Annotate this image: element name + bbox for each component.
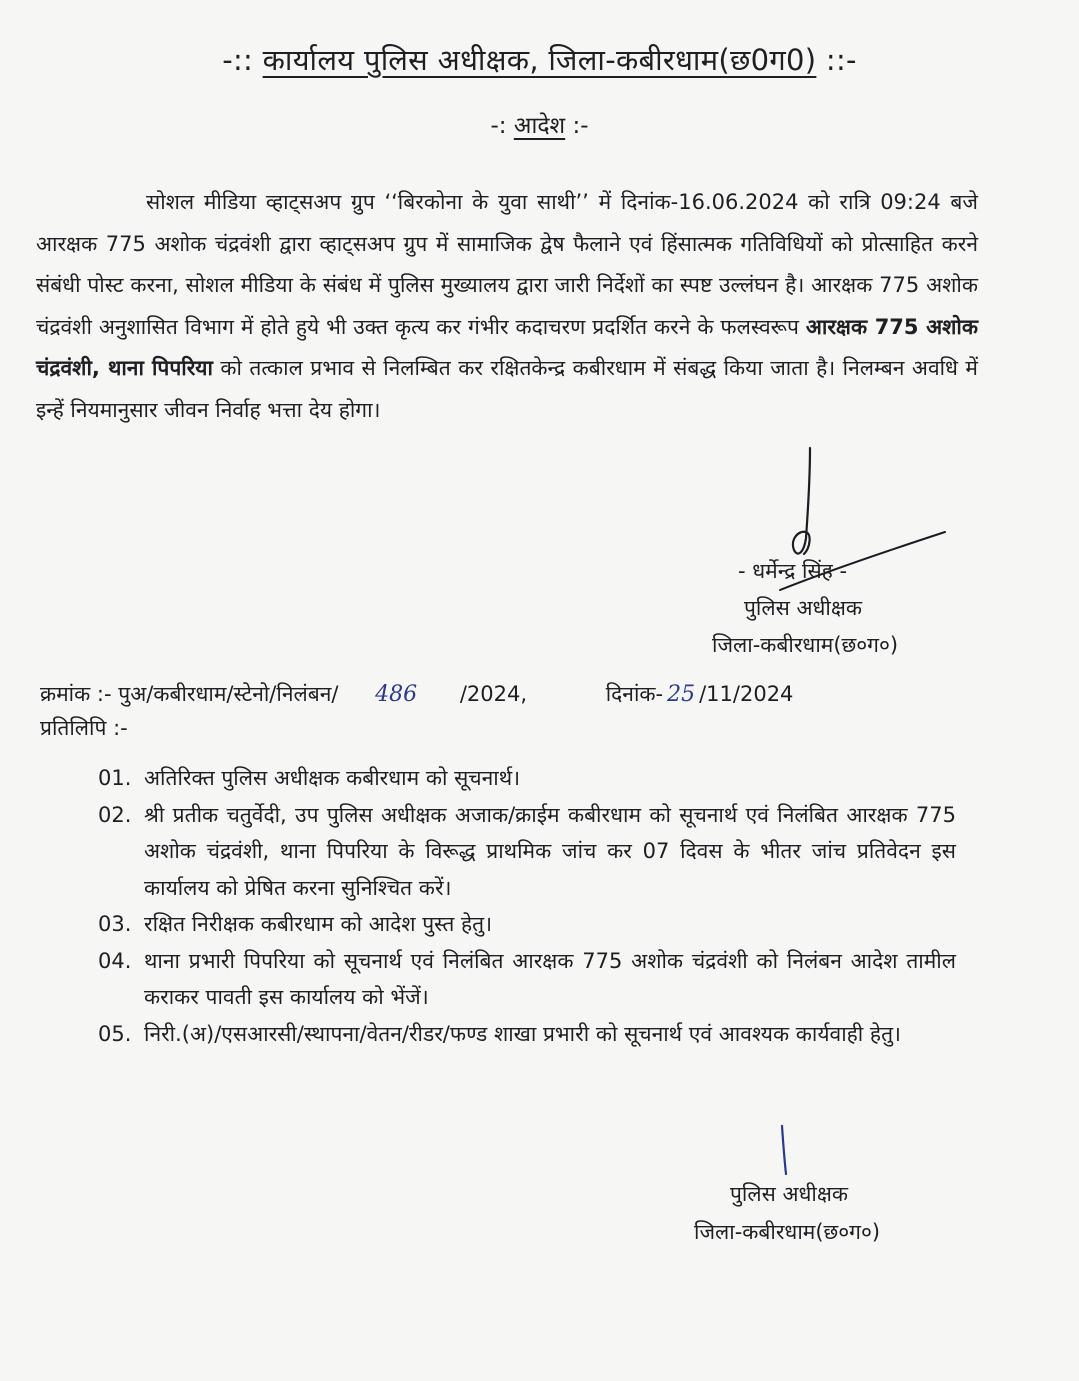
order-body-text-2: को तत्काल प्रभाव से निलम्बित कर रक्षितकेन्द्र कबीरधाम में संबद्ध किया जाता है। निलम्बन अवधि में इन्हें नियमानुसार जीवन निर्वाह भत्ता देय होगा। [36, 356, 978, 422]
list-item-text: निरी.(अ)/एसआरसी/स्थापना/वेतन/रीडर/फण्ड शाखा प्रभारी को सूचनार्थ एवं आवश्यक कार्यवाही हेतु। [144, 1021, 901, 1046]
list-item-text: अतिरिक्त पुलिस अधीक्षक कबीरधाम को सूचनार्थ। [144, 766, 521, 790]
list-item-number: 02. [98, 802, 132, 827]
footer-district: जिला-कबीरधाम(छ०ग०) [694, 1220, 881, 1244]
list-item-number: 03. [98, 912, 132, 936]
list-item-number: 01. [98, 766, 132, 790]
order-body-bold: आरक्षक 775 अशोक चंद्रवंशी, थाना पिपरिया [36, 314, 978, 380]
list-item-number: 05. [98, 1021, 132, 1046]
header-prefix: -:: [222, 43, 254, 77]
order-body [36, 182, 978, 431]
footer-designation: पुलिस अधीक्षक [730, 1182, 849, 1206]
list-item-text: श्री प्रतीक चतुर्वेदी, उप पुलिस अधीक्षक अजाक/क्राईम कबीरधाम को सूचनार्थ एवं निलंबित आरक्षक 775 अशोक चंद्रवंशी, थाना पिपरिया के विरूद्ध प्राथमिक जांच कर 07 दिवस के भीतर जांच प्रतिवेदन इस कार्यालय को प्रेषित करना सुनिश्चित करें। [144, 802, 956, 900]
reference-date-rest: /11/2024 [699, 682, 794, 706]
list-item [98, 1016, 956, 1053]
signatory-district: जिला-कबीरधाम(छ०ग०) [712, 633, 899, 657]
signature-block [700, 553, 898, 664]
list-item-number: 04. [98, 948, 132, 973]
header-suffix: ::- [825, 43, 857, 77]
reference-year: /2024, [459, 682, 528, 706]
order-heading-title: आदेश [513, 113, 566, 139]
signature-scribble [740, 440, 960, 570]
reference-number: 486 [375, 682, 418, 707]
order-heading-prefix: -: [490, 113, 507, 139]
order-heading [0, 108, 1079, 140]
list-item-text: थाना प्रभारी पिपरिया को सूचनार्थ एवं निलंबित आरक्षक 775 अशोक चंद्रवंशी को निलंबन आदेश तामील कराकर पावती इस कार्यालय को भेंजें। [144, 948, 956, 1009]
reference-date-label: दिनांक- [605, 682, 664, 706]
list-item [98, 797, 956, 907]
list-item [98, 943, 956, 1016]
list-item [98, 760, 956, 797]
reference-line [40, 680, 1040, 708]
header-title: कार्यालय पुलिस अधीक्षक, जिला-कबीरधाम(छ0ग0) [262, 43, 817, 77]
reference-date-day: 25 [667, 682, 696, 707]
copy-label: प्रतिलिपि :- [40, 716, 128, 740]
order-heading-suffix: :- [572, 113, 589, 139]
order-body-text-1: सोशल मीडिया व्हाट्सअप ग्रुप ‘‘बिरकोना के युवा साथी’’ में दिनांक-16.06.2024 को रात्रि 09:24 बजे आरक्षक 775 अशोक चंद्रवंशी द्वारा व्हाट्सअप ग्रुप में सामाजिक द्वेष फैलाने एवं हिंसात्मक गतिविधियों को प्रोत्साहित करने संबंधी पोस्ट करना, सोशल मीडिया के संबंध में पुलिस मुख्यालय द्वारा जारी निर्देशों का स्पष्ट उल्लंघन है। आरक्षक 775 अशोक चंद्रवंशी अनुशासित विभाग में होते हुये भी उक्त कृत्य कर गंभीर कदाचरण प्रदर्शित करने के फलस्वरूप [36, 190, 978, 339]
copy-list [98, 760, 956, 1052]
list-item-text: रक्षित निरीक्षक कबीरधाम को आदेश पुस्त हेतु। [144, 912, 493, 936]
office-header [0, 40, 1079, 79]
signatory-name: - धर्मेन्द्र सिंह - [738, 559, 848, 583]
list-item [98, 906, 956, 943]
reference-label: क्रमांक :- [40, 682, 112, 706]
signatory-designation: पुलिस अधीक्षक [744, 596, 863, 620]
initial-mark [770, 1122, 800, 1182]
footer-signature-block [694, 1175, 880, 1251]
reference-path: पुअ/कबीरधाम/स्टेनो/निलंबन/ [118, 682, 339, 706]
